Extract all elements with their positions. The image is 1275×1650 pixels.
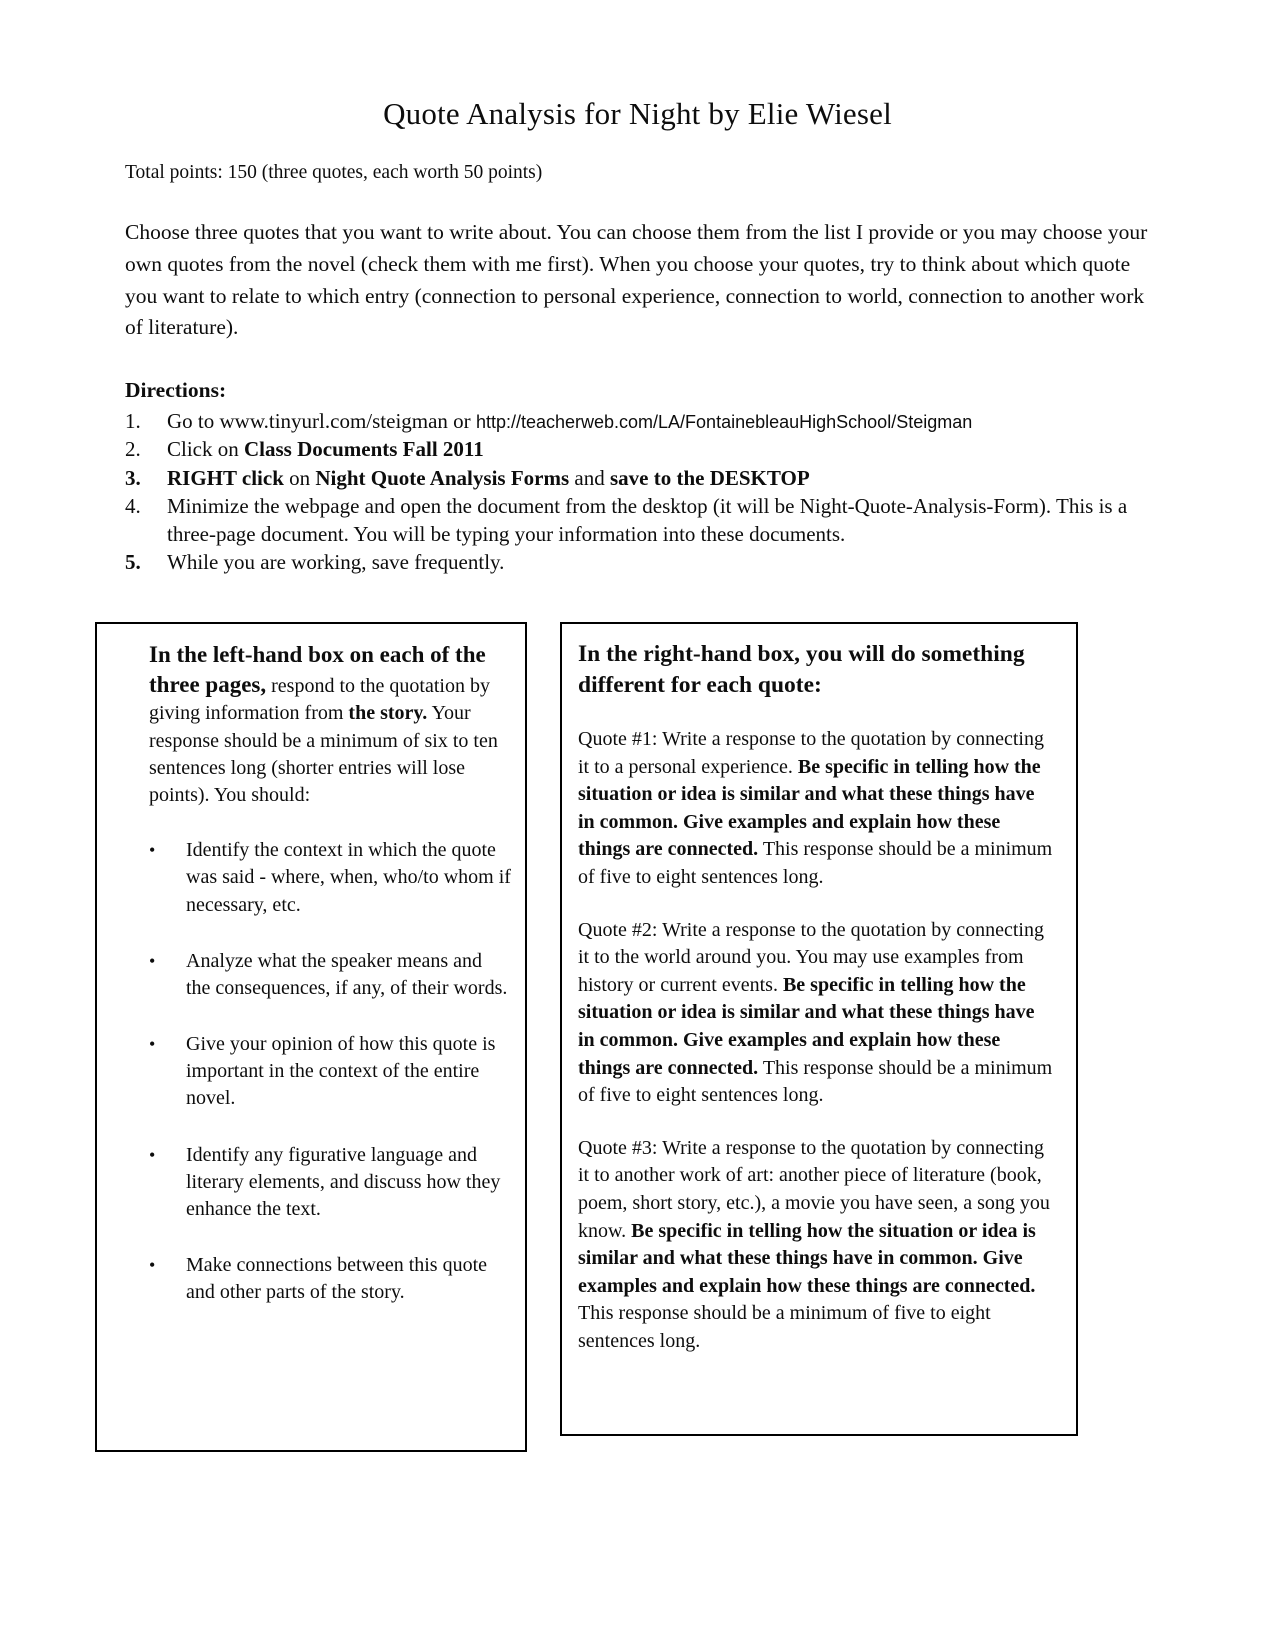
direction-text: While you are working, save frequently. — [167, 549, 505, 574]
bullet-item-5 — [149, 1252, 511, 1306]
direction-number: 1. — [125, 409, 141, 434]
bullet-text: Give your opinion of how this quote is important in the context of the entire novel. — [186, 1033, 496, 1110]
bullet-item-4 — [149, 1142, 511, 1224]
right-instructions-box — [560, 622, 1078, 1436]
quote-3-paragraph: Quote #3: Write a response to the quotation by connecting it to another work of art: another piece of literature (book, poem, short story, etc.), a movie you have seen, a song you know. Be specific in telling how the situation or idea is similar and what these things have in common. Give examples and explain how these things are connected. This response should be a minimum of five to eight sentences long. — [578, 1136, 1050, 1352]
bullet-icon: • — [149, 1144, 156, 1165]
left-box-bullet-list — [149, 837, 511, 1306]
direction-text: Click on Class Documents Fall 2011 — [167, 437, 484, 462]
direction-number: 3. — [125, 465, 141, 490]
direction-number: 4. — [125, 493, 141, 518]
bullet-item-1 — [149, 837, 511, 919]
intro-paragraph: Choose three quotes that you want to write about. You can choose them from the list I provide or you may choose your own quotes from the novel (check them with me first). When you choose your quotes, try to think about which quote you want to relate to which entry (connection to personal experience, connection to world, connection to another work of literature). — [125, 220, 1148, 340]
quote-2-paragraph: Quote #2: Write a response to the quotation by connecting it to the world around you. You may use examples from history or current events. Be specific in telling how the situation or idea is similar and what these things have in common. Give examples and explain how these things are connected. This response should be a minimum of five to eight sentences long. — [578, 918, 1053, 1107]
bullet-icon: • — [149, 950, 156, 971]
direction-number: 5. — [125, 549, 141, 574]
direction-text: Minimize the webpage and open the document from the desktop (it will be Night-Quote-Analysis-Form). This is a three-page document. You will be typing your information into these documents. — [167, 493, 1128, 546]
bullet-icon: • — [149, 840, 156, 861]
direction-item-3 — [125, 464, 1275, 492]
bullet-icon: • — [149, 1255, 156, 1276]
directions-heading: Directions: — [125, 378, 227, 403]
bullet-text: Make connections between this quote and other parts of the story. — [186, 1254, 488, 1304]
direction-item-1 — [125, 407, 1275, 435]
direction-item-4 — [125, 492, 1275, 548]
direction-number: 2. — [125, 437, 141, 462]
instruction-boxes — [95, 622, 1275, 1452]
direction-text: RIGHT click on Night Quote Analysis Forms and save to the DESKTOP — [167, 465, 810, 490]
bullet-text: Identify any figurative language and literary elements, and discuss how they enhance the text. — [186, 1143, 501, 1220]
bullet-item-3 — [149, 1031, 511, 1113]
document-title: Quote Analysis for Night by Elie Wiesel — [383, 96, 892, 131]
quote-1-paragraph: Quote #1: Write a response to the quotation by connecting it to a personal experience. Be specific in telling how the situation or idea is similar and what these things have in common. Give examples and explain how these things are connected. This response should be a minimum of five to eight sentences long. — [578, 728, 1053, 888]
bullet-icon: • — [149, 1034, 156, 1055]
direction-item-2 — [125, 435, 1275, 463]
right-box-heading: In the right-hand box, you will do something different for each quote: — [578, 641, 1025, 699]
bullet-text: Identify the context in which the quote was said - where, when, who/to whom if necessary, etc. — [186, 839, 511, 916]
direction-text: Go to www.tinyurl.com/steigman or http://teacherweb.com/LA/FontainebleauHighSchool/Steigman — [167, 409, 973, 434]
bullet-text: Analyze what the speaker means and the consequences, if any, of their words. — [186, 949, 508, 999]
directions-list — [125, 407, 1275, 576]
bullet-item-2 — [149, 948, 511, 1002]
left-instructions-box — [95, 622, 527, 1452]
total-points-line: Total points: 150 (three quotes, each worth 50 points) — [125, 162, 543, 183]
direction-item-5 — [125, 548, 1275, 576]
left-box-heading: In the left-hand box on each of the three pages, respond to the quotation by giving information from the story. Your response should be a minimum of six to ten sentences long (shorter entries will lose points). You should: — [149, 642, 498, 806]
